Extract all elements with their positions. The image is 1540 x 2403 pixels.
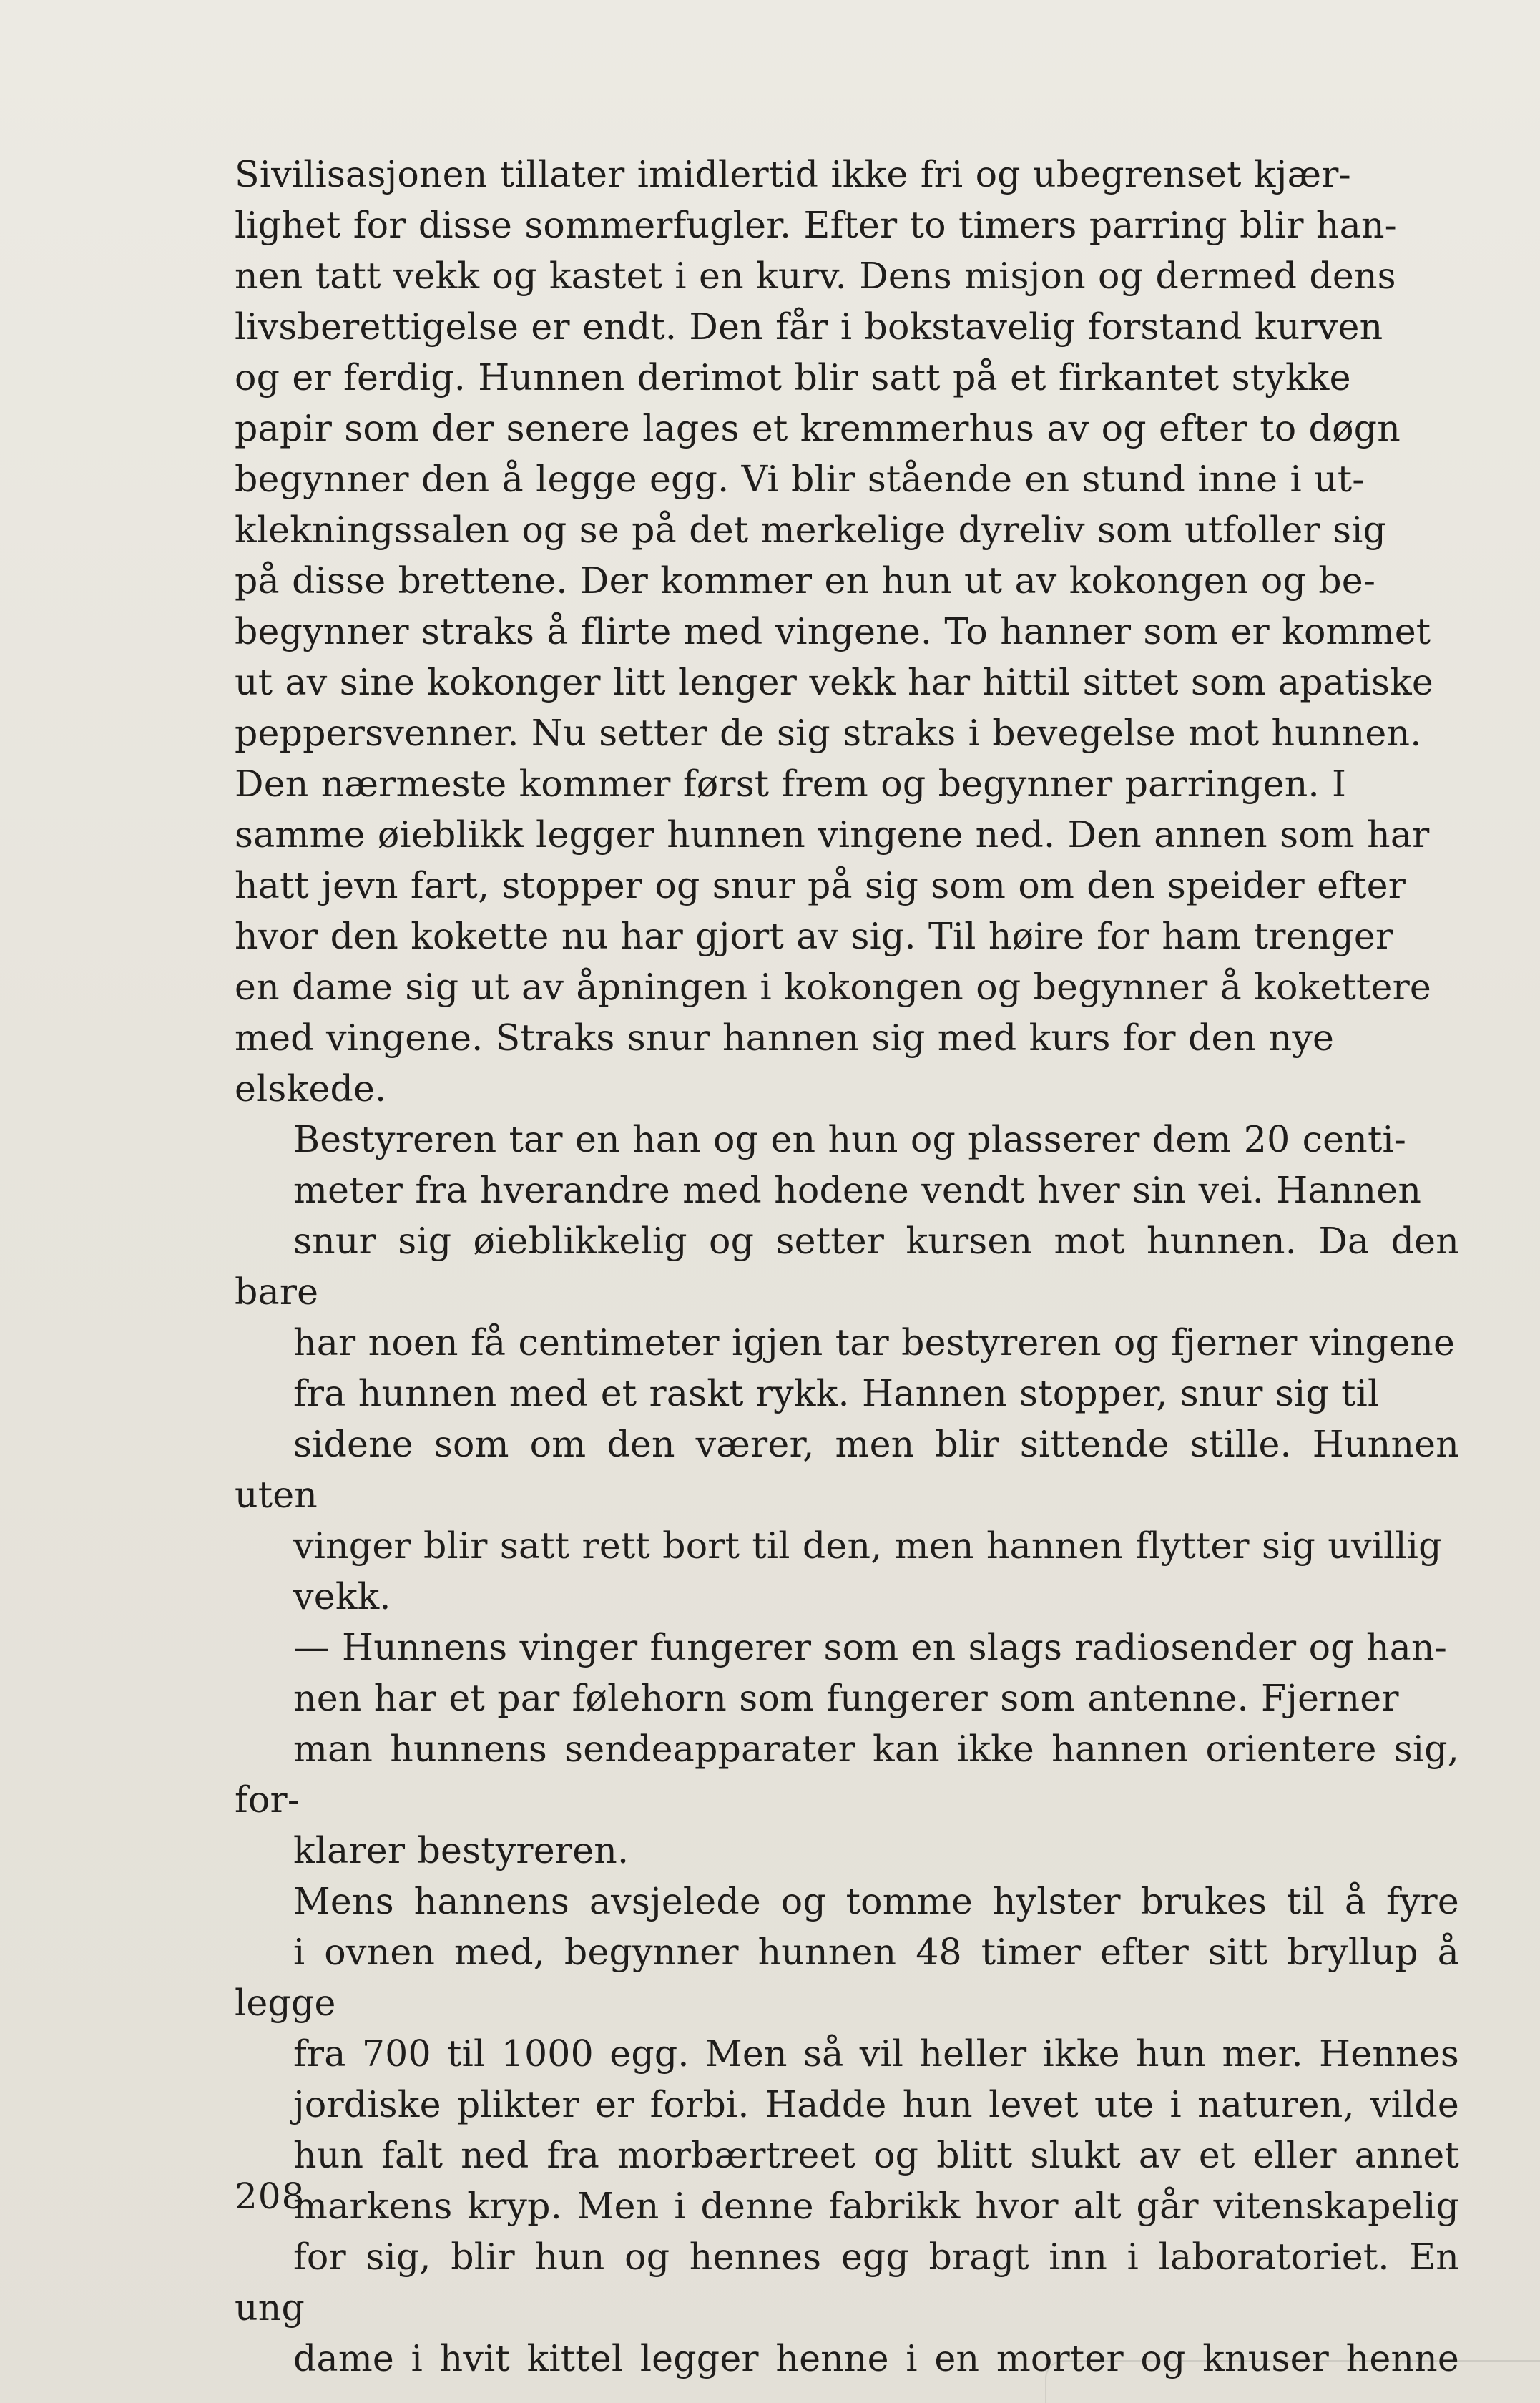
text-line: vinger blir satt rett bort til den, men hannen flytter sig uvillig <box>293 1524 1442 1567</box>
text-line: har noen få centimeter igjen tar bestyreren og fjerner vingene <box>293 1321 1456 1364</box>
paragraph-1 <box>235 149 1459 1114</box>
body-text <box>235 149 1459 2384</box>
text-line: nen har et par følehorn som fungerer som antenne. Fjerner <box>293 1677 1399 1719</box>
text-line: begynner den å legge egg. Vi blir stående en stund inne i ut- <box>235 458 1365 500</box>
text-line: elskede. <box>235 1067 387 1110</box>
text-line: man hunnens sendeapparater kan ikke hannen orientere sig, for- <box>235 1728 1459 1821</box>
text-line: jordiske plikter er forbi. Hadde hun levet ute i naturen, vilde <box>293 2083 1459 2125</box>
text-line: dame i hvit kittel legger henne i en morter og knuser henne <box>293 2337 1459 2379</box>
text-line: peppersvenner. Nu setter de sig straks i bevegelse mot hunnen. <box>235 712 1422 754</box>
text-line: for sig, blir hun og hennes egg bragt inn i laboratoriet. En ung <box>235 2236 1459 2329</box>
text-line: Bestyreren tar en han og en hun og plasserer dem 20 centi- <box>293 1118 1407 1160</box>
text-line: snur sig øieblikkelig og setter kursen mot hunnen. Da den bare <box>235 1220 1459 1313</box>
text-line: samme øieblikk legger hunnen vingene ned. Den annen som har <box>235 813 1430 856</box>
text-line: fra 700 til 1000 egg. Men så vil heller ikke hun mer. Hennes <box>293 2032 1459 2075</box>
text-line: i ovnen med, begynner hunnen 48 timer efter sitt bryllup å legge <box>235 1931 1459 2024</box>
text-line: på disse brettene. Der kommer en hun ut av kokongen og be- <box>235 559 1376 602</box>
text-line: fra hunnen med et raskt rykk. Hannen stopper, snur sig til <box>293 1372 1380 1414</box>
text-line: nen tatt vekk og kastet i en kurv. Dens misjon og dermed dens <box>235 255 1396 297</box>
text-line: hatt jevn fart, stopper og snur på sig som om den speider efter <box>235 864 1406 906</box>
paragraph-2 <box>235 1114 1459 1622</box>
paragraph-3 <box>235 1622 1459 1876</box>
text-line: — Hunnens vinger fungerer som en slags radiosender og han- <box>293 1626 1447 1668</box>
text-line: ut av sine kokonger litt lenger vekk har hittil sittet som apatiske <box>235 661 1433 703</box>
text-line: sidene som om den værer, men blir sittende stille. Hunnen uten <box>235 1423 1459 1516</box>
text-line: markens kryp. Men i denne fabrikk hvor alt går vitenskapelig <box>293 2185 1459 2227</box>
text-line: klekningssalen og se på det merkelige dyreliv som utfoller sig <box>235 509 1387 551</box>
text-line: Sivilisasjonen tillater imidlertid ikke fri og ubegrenset kjær- <box>235 153 1351 195</box>
text-line: meter fra hverandre med hodene vendt hver sin vei. Hannen <box>293 1169 1422 1211</box>
text-line: vekk. <box>293 1575 391 1618</box>
text-line: Den nærmeste kommer først frem og begynner parringen. I <box>235 763 1347 805</box>
text-line: lighet for disse sommerfugler. Efter to timers parring blir han- <box>235 204 1397 246</box>
text-line: og er ferdig. Hunnen derimot blir satt på et firkantet stykke <box>235 356 1351 398</box>
text-line: en dame sig ut av åpningen i kokongen og begynner å kokettere <box>235 966 1432 1008</box>
page-number: 208 <box>235 2176 305 2217</box>
text-line: papir som der senere lages et kremmerhus av og efter to døgn <box>235 407 1401 449</box>
text-line: hun falt ned fra morbærtreet og blitt slukt av et eller annet <box>293 2134 1459 2176</box>
text-line: livsberettigelse er endt. Den får i bokstavelig forstand kurven <box>235 305 1383 348</box>
text-line: Mens hannens avsjelede og tomme hylster brukes til å fyre <box>293 1880 1459 1922</box>
paragraph-4 <box>235 1876 1459 2384</box>
text-line: klarer bestyreren. <box>293 1829 629 1871</box>
bottom-edge-shadow <box>1045 2360 1540 2403</box>
text-line: hvor den kokette nu har gjort av sig. Til høire for ham trenger <box>235 915 1393 957</box>
text-line: begynner straks å flirte med vingene. To hanner som er kommet <box>235 610 1431 652</box>
text-line: med vingene. Straks snur hannen sig med kurs for den nye <box>235 1017 1335 1059</box>
